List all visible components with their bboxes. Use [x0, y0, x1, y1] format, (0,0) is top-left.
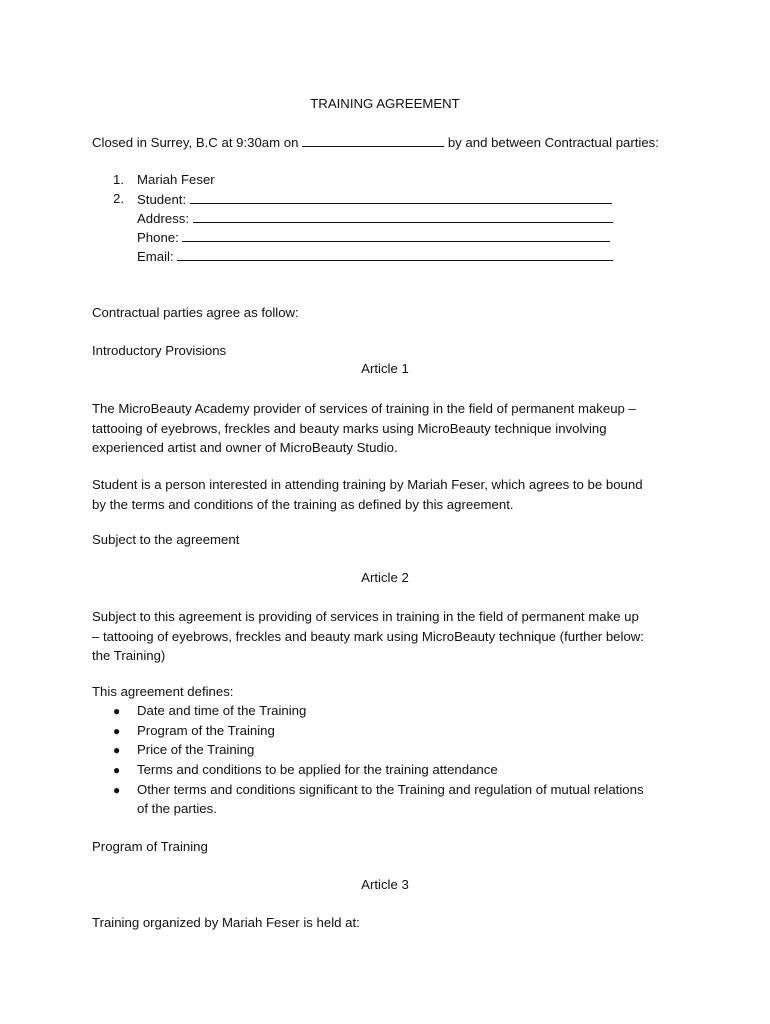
intro-text-before: Closed in Surrey, B.C at 9:30am on: [92, 135, 299, 150]
intro-line: [92, 134, 659, 151]
agree-line: Contractual parties agree as follow:: [92, 305, 299, 320]
bullet-item: Other terms and conditions significant to the Training and regulation of mutual relations: [137, 782, 644, 797]
article-1-heading: Article 1: [361, 361, 409, 376]
article-2-paragraph-1: [92, 607, 682, 666]
student-blank-field[interactable]: [190, 191, 612, 204]
text-line: experienced artist and owner of MicroBeauty Studio.: [92, 440, 398, 455]
article-3-heading: Article 3: [361, 877, 409, 892]
bullet-item: Date and time of the Training: [137, 703, 307, 718]
article-3-line: Training organized by Mariah Feser is held at:: [92, 915, 360, 930]
phone-label: Phone:: [137, 230, 179, 245]
section-subject: Subject to the agreement: [92, 532, 240, 547]
article-2-heading: Article 2: [361, 570, 409, 585]
article-1-paragraph-2: [92, 475, 682, 514]
text-line: Student is a person interested in attending training by Mariah Feser, which agrees to be bound: [92, 477, 643, 492]
text-line: Subject to this agreement is providing of services in training in the field of permanent make up: [92, 609, 639, 624]
text-line: tattooing of eyebrows, freckles and beauty marks using MicroBeauty technique involving: [92, 420, 607, 436]
bullet-dot-icon: ●: [113, 763, 121, 777]
text-line: the Training): [92, 648, 166, 663]
bullet-item: Program of the Training: [137, 723, 275, 738]
student-line: [137, 191, 612, 208]
address-label: Address:: [137, 211, 190, 226]
section-program: Program of Training: [92, 839, 208, 854]
text-line: The MicroBeauty Academy provider of services of training in the field of permanent makeup –: [92, 401, 636, 416]
bullet-item: Price of the Training: [137, 742, 255, 757]
text-line: – tattooing of eyebrows, freckles and beauty mark using MicroBeauty technique (further below:: [92, 628, 644, 644]
bullet-item-continuation: of the parties.: [137, 801, 217, 816]
email-blank-field[interactable]: [177, 248, 613, 261]
text-line: by the terms and conditions of the training as defined by this agreement.: [92, 496, 514, 512]
email-line: [137, 248, 613, 265]
address-blank-field[interactable]: [193, 210, 613, 223]
intro-text-after: by and between Contractual parties:: [447, 135, 659, 150]
party-2-number: 2.: [113, 191, 124, 206]
bullet-dot-icon: ●: [113, 724, 121, 738]
article-1-paragraph-1: [92, 399, 682, 458]
email-label: Email:: [137, 249, 174, 264]
date-blank-field[interactable]: [302, 134, 444, 147]
phone-line: [137, 229, 610, 246]
section-introductory-provisions: Introductory Provisions: [92, 343, 227, 358]
bullet-dot-icon: ●: [113, 783, 121, 797]
party-1-number: 1.: [113, 172, 124, 187]
bullet-dot-icon: ●: [113, 743, 121, 757]
phone-blank-field[interactable]: [182, 229, 610, 242]
student-label: Student:: [137, 192, 187, 207]
bullet-item: Terms and conditions to be applied for the training attendance: [137, 762, 498, 777]
bullet-dot-icon: ●: [113, 704, 121, 718]
defines-intro: This agreement defines:: [92, 684, 234, 699]
party-1-name: Mariah Feser: [137, 172, 215, 187]
address-line: [137, 210, 613, 227]
document-title: TRAINING AGREEMENT: [310, 96, 460, 111]
